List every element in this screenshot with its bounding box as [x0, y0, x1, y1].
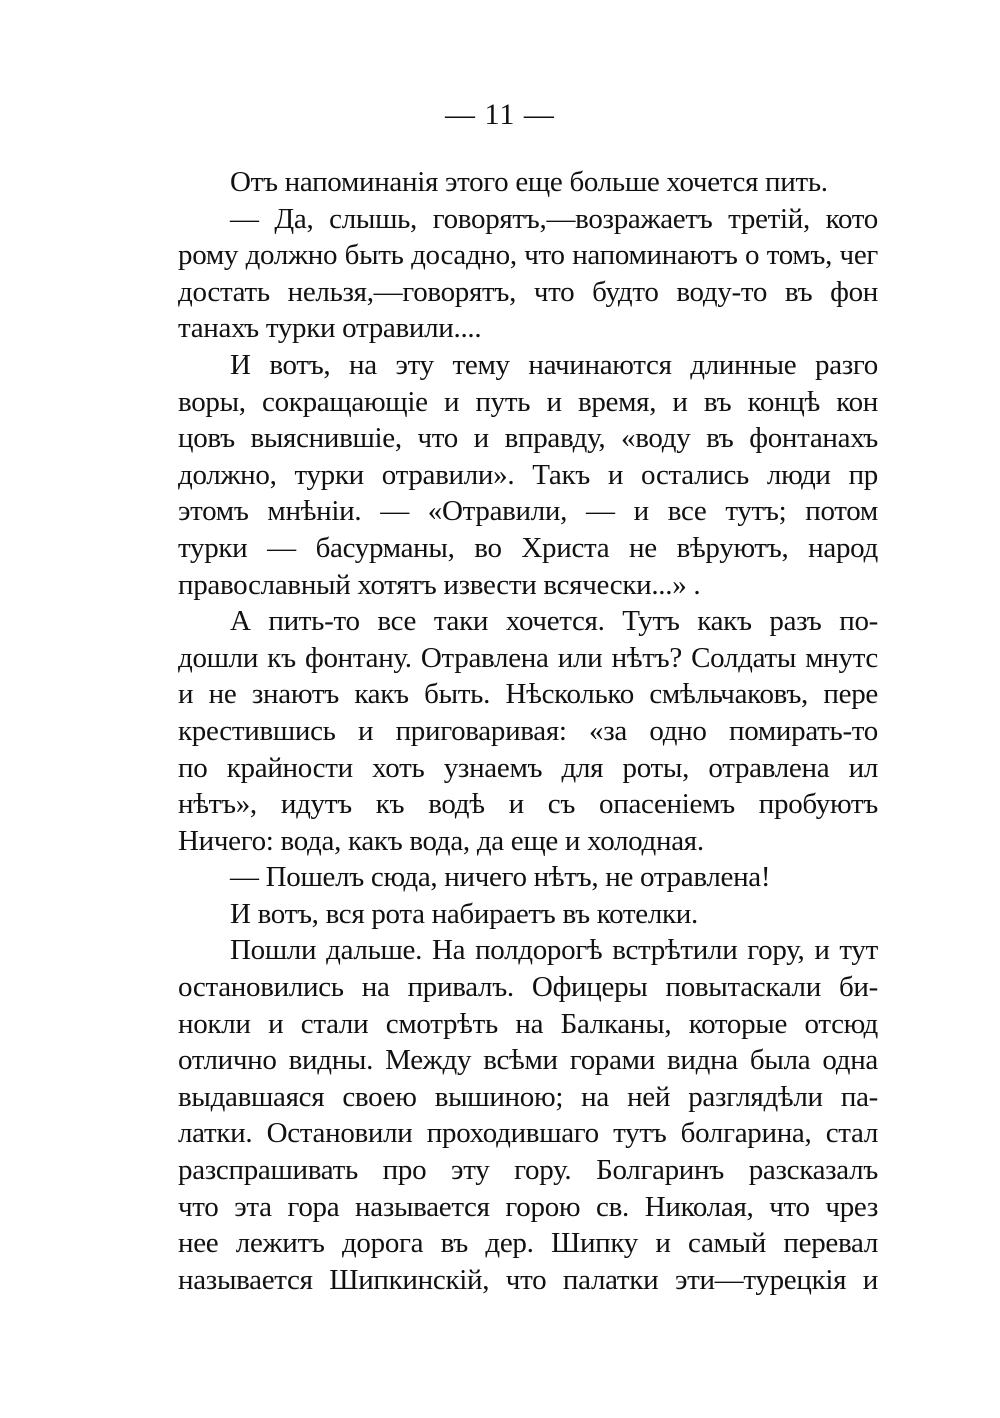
- text-line: разспрашивать про эту гору. Болгаринъ разсказалъ: [178, 1154, 878, 1187]
- text-line: по крайности хоть узнаемъ для роты, отравлена ил: [178, 751, 878, 784]
- text-line: Отъ напоминанія этого еще больше хочется пить.: [230, 166, 828, 198]
- page-number: — 11 —: [445, 98, 555, 131]
- text-line: Ничего: вода, какъ вода, да еще и холодная.: [178, 824, 704, 857]
- text-line: называется Шипкинскій, что палатки эти—турецкія и: [178, 1263, 878, 1296]
- text-line: православный хотятъ извести всячески...» .: [178, 568, 701, 601]
- text-line: танахъ турки отравили....: [178, 312, 482, 345]
- text-line: рому должно быть досадно, что напоминаютъ о томъ, чег: [178, 239, 878, 272]
- text-line: Пошли дальше. На полдорогѣ встрѣтили гору, и тут: [230, 934, 878, 967]
- text-line: достать нельзя,—говорятъ, что будто воду-то въ фон: [178, 275, 878, 308]
- text-line: и не знаютъ какъ быть. Нѣсколько смѣльчаковъ, пере: [178, 678, 878, 711]
- page-body-text: [178, 164, 878, 1298]
- text-line: — Пошелъ сюда, ничего нѣтъ, не отравлена!: [230, 861, 771, 894]
- text-line: отлично видны. Между всѣми горами видна была одна: [178, 1044, 878, 1077]
- text-line: нѣтъ», идутъ къ водѣ и съ опасеніемъ пробуютъ: [178, 788, 878, 821]
- text-line: цовъ выяснившіе, что и вправду, «воду въ фонтанахъ: [178, 422, 878, 455]
- text-line: нее лежитъ дорога въ дер. Шипку и самый перевал: [178, 1227, 878, 1260]
- text-line: этомъ мнѣніи. — «Отравили, — и все тутъ; потом: [178, 495, 878, 528]
- text-line: И вотъ, на эту тему начинаются длинные разго: [230, 348, 878, 381]
- text-line: что эта гора называется горою св. Николая, что чрез: [178, 1190, 878, 1223]
- text-line: турки — басурманы, во Христа не вѣруютъ, народ: [178, 531, 878, 564]
- text-line: — Да, слышь, говорятъ,—возражаетъ третій, кото: [230, 202, 878, 235]
- text-line: воры, сокращающіе и путь и время, и въ концѣ кон: [178, 385, 878, 418]
- text-line: крестившись и приговаривая: «за одно помирать-то: [178, 714, 878, 747]
- text-line: должно, турки отравили». Такъ и остались люди пр: [178, 458, 878, 491]
- text-line: нокли и стали смотрѣть на Балканы, которые отсюд: [178, 1007, 878, 1040]
- text-line: остановились на привалъ. Офицеры повытаскали би-: [178, 971, 878, 1004]
- text-line: дошли къ фонтану. Отравлена или нѣтъ? Солдаты мнутс: [178, 641, 878, 674]
- text-line: И вотъ, вся рота набираетъ въ котелки.: [230, 897, 698, 930]
- text-line: А пить-то все таки хочется. Тутъ какъ разъ по-: [230, 605, 878, 638]
- text-line: выдавшаяся своею вышиною; на ней разглядѣли па-: [178, 1080, 878, 1113]
- text-line: латки. Остановили проходившаго тутъ болгарина, стал: [178, 1117, 878, 1150]
